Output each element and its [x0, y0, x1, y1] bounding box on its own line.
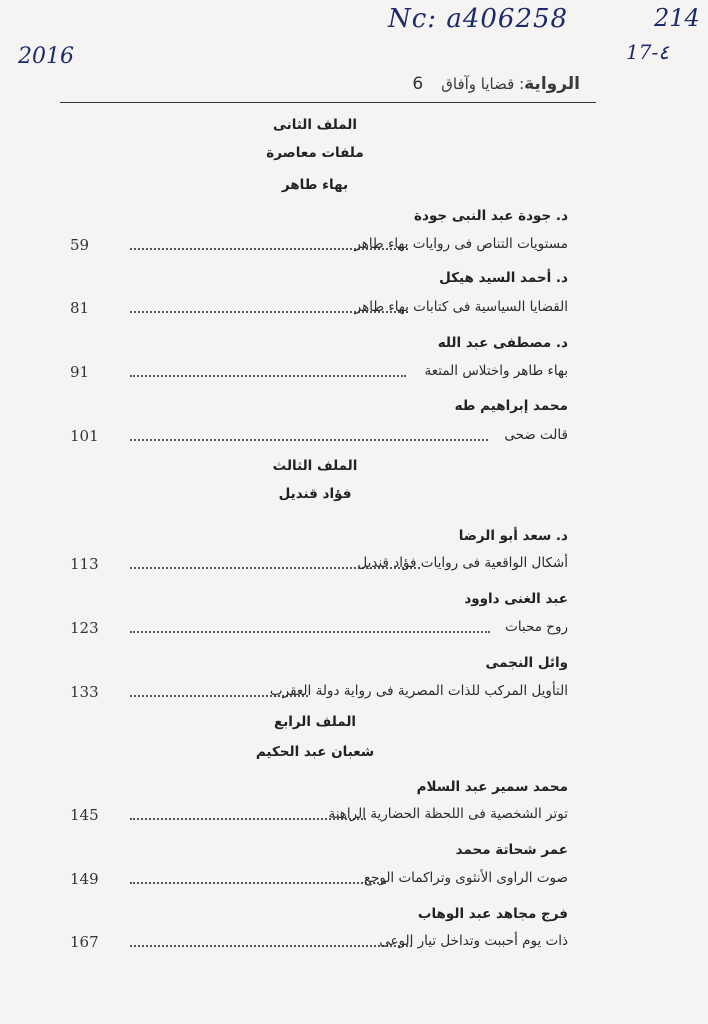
toc-entry[interactable] [70, 806, 568, 828]
toc-entry[interactable] [70, 870, 568, 892]
entry-page-number: 145 [70, 806, 99, 824]
entry-title: قالت ضحى [504, 427, 568, 443]
author-name: وائل النجمى [485, 655, 568, 671]
entry-page-number: 123 [70, 619, 99, 637]
entry-title: التأويل المركب للذات المصرية فى رواية دولة العقرب [269, 683, 568, 699]
running-head-title-sub: : قضايا وآفاق [441, 75, 525, 93]
dot-leader [130, 369, 406, 377]
entry-title: مستويات التناص فى روايات بهاء طاهر [354, 236, 568, 252]
entry-page-number: 101 [70, 427, 99, 445]
toc-entry[interactable] [70, 555, 568, 577]
author-name: د. أحمد السيد هيكل [439, 270, 568, 286]
section-subject-4: شعبان عبد الحكيم [255, 744, 375, 760]
handwritten-code-right: 17-٤ [626, 40, 669, 64]
author-name: عمر شحاتة محمد [455, 842, 568, 858]
entry-title: ذات يوم أحببت وتداخل تيار الوعى [379, 933, 568, 949]
entry-page-number: 167 [70, 933, 99, 951]
entry-title: القضايا السياسية فى كتابات بهاء طاهر [354, 299, 568, 315]
author-name: د. سعد أبو الرضا [458, 528, 568, 544]
entry-title: أشكال الواقعية فى روايات فؤاد قنديل [357, 555, 568, 571]
entry-page-number: 113 [70, 555, 99, 573]
running-head-title [441, 74, 580, 94]
running-head [412, 74, 580, 94]
dot-leader [130, 433, 488, 441]
section-subject-3: فؤاد قنديل [278, 486, 352, 502]
toc-entry[interactable] [70, 427, 568, 449]
entry-page-number: 91 [70, 363, 90, 381]
toc-entry[interactable] [70, 933, 568, 955]
entry-page-number: 81 [70, 299, 90, 317]
author-name: محمد إبراهيم طه [454, 398, 568, 414]
entry-title: بهاء طاهر واختلاس المتعة [424, 363, 568, 379]
toc-entry[interactable] [70, 236, 568, 258]
handwritten-accession-number: Nc: a406258 [388, 4, 569, 34]
entry-page-number: 149 [70, 870, 99, 888]
page-number: 6 [412, 74, 424, 94]
toc-entry[interactable] [70, 619, 568, 641]
header-rule [60, 102, 596, 103]
author-name: د. مصطفى عبد الله [437, 335, 568, 351]
section-label-2: الملف الثانى [272, 117, 358, 133]
dot-leader [130, 876, 386, 884]
handwritten-number-top-right: 214 [654, 4, 700, 32]
dot-leader [130, 939, 412, 947]
author-name: عبد الغنى داوود [464, 591, 568, 607]
toc-entry[interactable] [70, 363, 568, 385]
entry-title: صوت الراوى الأنثوى وتراكمات الوجع [363, 870, 568, 886]
entry-page-number: 59 [70, 236, 90, 254]
section-label-4: الملف الرابع [273, 714, 357, 730]
entry-page-number: 133 [70, 683, 99, 701]
dot-leader [130, 625, 490, 633]
toc-entry[interactable] [70, 683, 568, 705]
entry-title: روح محبات [505, 619, 568, 635]
handwritten-year: 2016 [18, 44, 74, 69]
section-label-3: الملف الثالث [272, 458, 358, 474]
running-head-title-main: الرواية [524, 74, 580, 94]
section-subject-2: بهاء طاهر [281, 177, 349, 193]
entry-title: توتر الشخصية فى اللحظة الحضارية الراهنة [328, 806, 568, 822]
author-name: فرج مجاهد عبد الوهاب [417, 906, 568, 922]
author-name: د. جودة عبد النبى جودة [414, 208, 568, 224]
section-title-2: ملفات معاصرة [266, 145, 364, 161]
author-name: محمد سمير عبد السلام [416, 779, 568, 795]
toc-entry[interactable] [70, 299, 568, 321]
